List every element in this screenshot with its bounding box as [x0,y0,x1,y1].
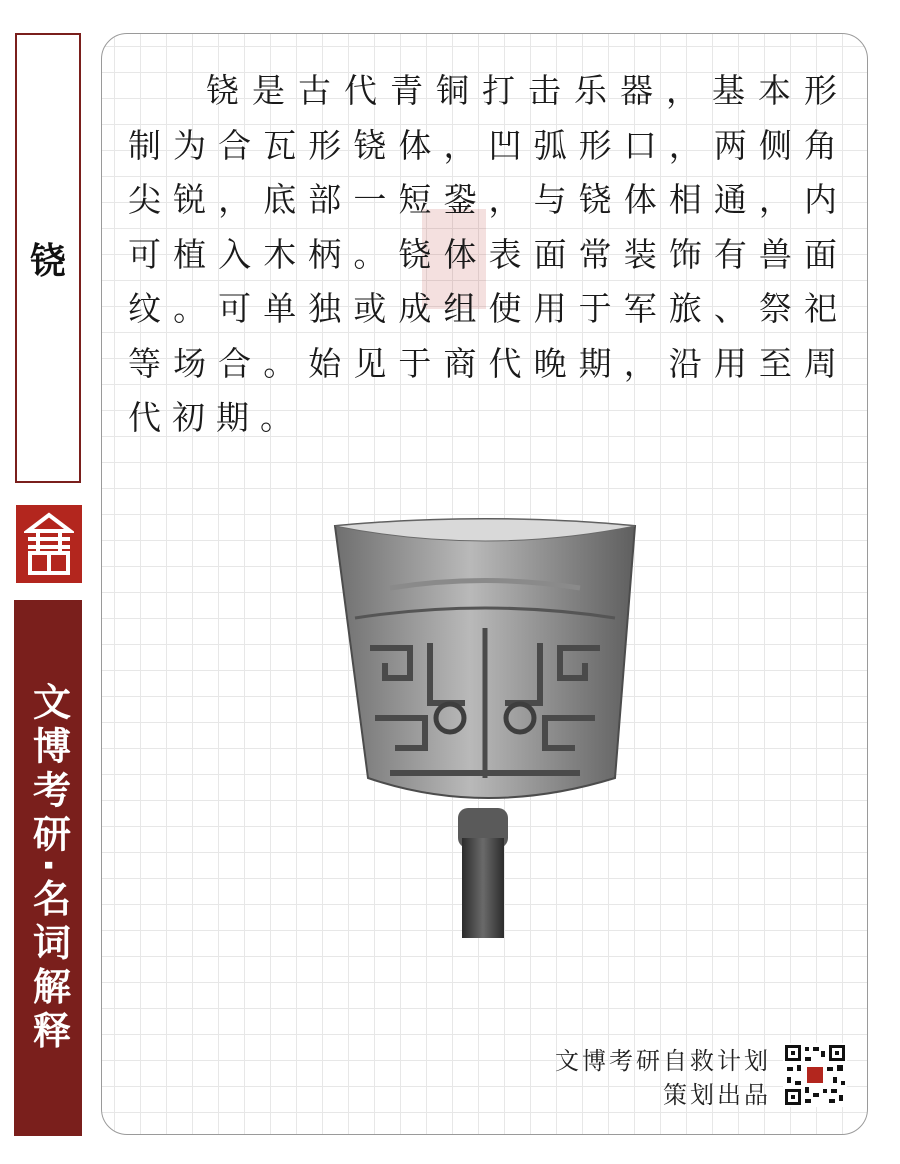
title-box [15,33,81,483]
bronze-nao-image [330,518,640,948]
credits-line-1: 文博考研自救计划 [555,1047,771,1075]
seal-stamp-icon [16,505,82,583]
side-banner [14,600,82,1136]
qr-code-icon [783,1043,847,1107]
entry-title: 铙 [29,240,66,282]
content-card [101,33,868,1135]
credits-line-2: 策划出品 [663,1081,771,1109]
series-title: 文博考研·名词解释 [26,681,71,1055]
entry-definition: 铙是古代青铜打击乐器，基本形制为合瓦形铙体，凹弧形口，两侧角尖锐，底部一短銎，与铙体相通，内可植入木柄。铙体表面常装饰有兽面纹。可单独或成组使用于军旅、祭祀等场合。始见于商代晚期，沿用至周代初期。 [128,71,848,437]
credits [555,1044,771,1112]
